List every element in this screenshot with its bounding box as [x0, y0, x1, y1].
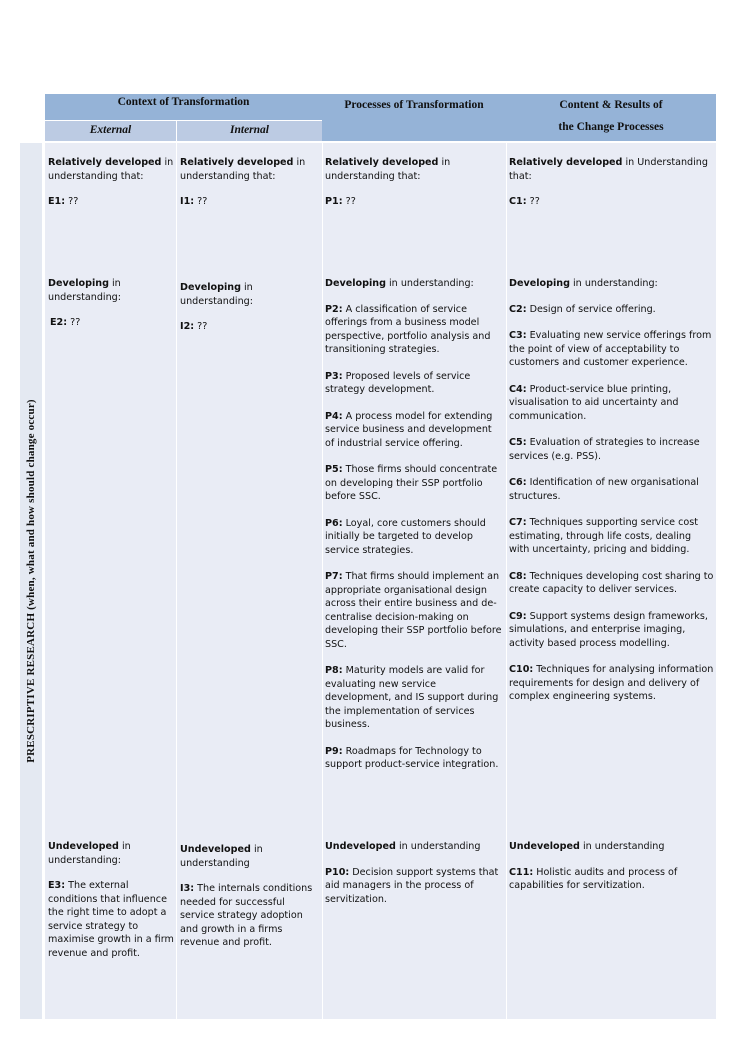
- list-item: C8: Techniques developing cost sharing to create capacity to deliver services.: [509, 570, 714, 595]
- level-rest: in understanding:: [48, 841, 131, 866]
- level-rest: in understanding:: [48, 278, 121, 303]
- list-item: P1: ??: [325, 196, 356, 207]
- level-label: Undeveloped: [180, 844, 251, 855]
- external-undeveloped-cell: [48, 840, 174, 960]
- list-item: C1: ??: [509, 196, 540, 207]
- list-item: E3: The external conditions that influence the right time to adopt a service strategy to maximise growth in a firm revenue and profit.: [48, 880, 174, 959]
- list-item: I3: The internals conditions needed for successful service strategy adoption and growth in a firms revenue and profit.: [180, 883, 313, 948]
- level-label: Undeveloped: [509, 841, 580, 852]
- list-item: I2: ??: [180, 321, 208, 332]
- list-item: C3: Evaluating new service offerings from the point of view of acceptability to customers and customer experience.: [509, 330, 712, 368]
- level-rest: in understanding:: [385, 278, 474, 289]
- internal-developed-cell: [180, 156, 320, 209]
- level-label: Relatively developed: [180, 157, 294, 168]
- level-rest: in understanding:: [180, 282, 253, 307]
- list-item: P9: Roadmaps for Technology to support product-service integration.: [325, 745, 499, 770]
- level-label: Relatively developed: [325, 157, 439, 168]
- external-developing-cell: [48, 277, 174, 330]
- list-item: P8: Maturity models are valid for evaluating new service development, and IS support during the implementation of services business.: [325, 665, 499, 730]
- list-item: P10: Decision support systems that aid managers in the process of servitization.: [325, 866, 499, 905]
- processes-developed-cell: [325, 156, 503, 209]
- level-label: Developing: [325, 278, 386, 289]
- list-item: C2: Design of service offering.: [509, 303, 656, 315]
- level-rest: in understanding that:: [180, 157, 306, 182]
- level-label: Developing: [509, 278, 570, 289]
- level-rest: in understanding: [395, 841, 481, 852]
- list-item: C10: Techniques for analysing information requirements for design and delivery of complex engineering systems.: [509, 664, 714, 702]
- header-processes-title: Processes of Transformation: [344, 99, 484, 111]
- list-item: E2: ??: [50, 317, 81, 328]
- level-label: Developing: [48, 278, 109, 289]
- level-label: Relatively developed: [48, 157, 162, 168]
- level-rest: in understanding: [180, 844, 263, 869]
- level-rest: in understanding: [579, 841, 665, 852]
- list-item: C5: Evaluation of strategies to increase services (e.g. PSS).: [509, 437, 700, 462]
- header-content-title-line1: Content & Results of: [559, 99, 663, 111]
- level-rest: in understanding that:: [325, 157, 451, 182]
- list-item: P7: That firms should implement an appropriate organisational design across their entire business and de-centralise decision-making on developing their SSP portfolio before SSC.: [325, 571, 502, 650]
- list-item: C7: Techniques supporting service cost estimating, through life costs, dealing with uncertainty, pricing and bidding.: [509, 517, 699, 555]
- processes-developing-cell: [325, 277, 503, 772]
- side-label: PRESCRIPTIVE RESEARCH (when, what and how should change occur): [25, 399, 37, 763]
- list-item: P6: Loyal, core customers should initially be targeted to develop service strategies.: [325, 517, 486, 556]
- internal-developing-cell: [180, 281, 320, 334]
- content-developing-cell: [509, 277, 714, 704]
- content-undeveloped-cell: [509, 840, 714, 893]
- list-item: E1: ??: [48, 196, 79, 207]
- content-developed-cell: [509, 156, 714, 209]
- list-item: I1: ??: [180, 196, 208, 207]
- level-label: Developing: [180, 282, 241, 293]
- list-item: P2: A classification of service offerings from a business model perspective, portfolio analysis and transitioning strategies.: [325, 303, 491, 355]
- list-item: C9: Support systems design frameworks, simulations, and enterprise imaging, activity based process modelling.: [509, 610, 708, 649]
- header-external-title: External: [89, 124, 132, 136]
- level-label: Relatively developed: [509, 157, 623, 168]
- list-item: C6: Identification of new organisational structures.: [509, 477, 699, 502]
- list-item: C4: Product-service blue printing, visualisation to aid uncertainty and communication.: [509, 383, 679, 422]
- level-label: Undeveloped: [325, 841, 396, 852]
- list-item: P5: Those firms should concentrate on developing their SSP portfolio before SSC.: [325, 464, 498, 502]
- level-rest: in understanding that:: [48, 157, 174, 182]
- level-label: Undeveloped: [48, 841, 119, 852]
- list-item: P4: A process model for extending service business and development of industrial service offering.: [325, 410, 493, 449]
- internal-undeveloped-cell: [180, 843, 320, 950]
- external-developed-cell: [48, 156, 174, 209]
- header-context-title: Context of Transformation: [117, 96, 250, 108]
- header-content-title-line2: the Change Processes: [558, 121, 664, 133]
- processes-undeveloped-cell: [325, 840, 503, 906]
- level-rest: in Understanding that:: [509, 157, 708, 182]
- header-internal-title: Internal: [230, 124, 269, 136]
- level-rest: in understanding:: [569, 278, 658, 289]
- list-item: C11: Holistic audits and process of capabilities for servitization.: [509, 866, 678, 891]
- list-item: P3: Proposed levels of service strategy development.: [325, 370, 471, 395]
